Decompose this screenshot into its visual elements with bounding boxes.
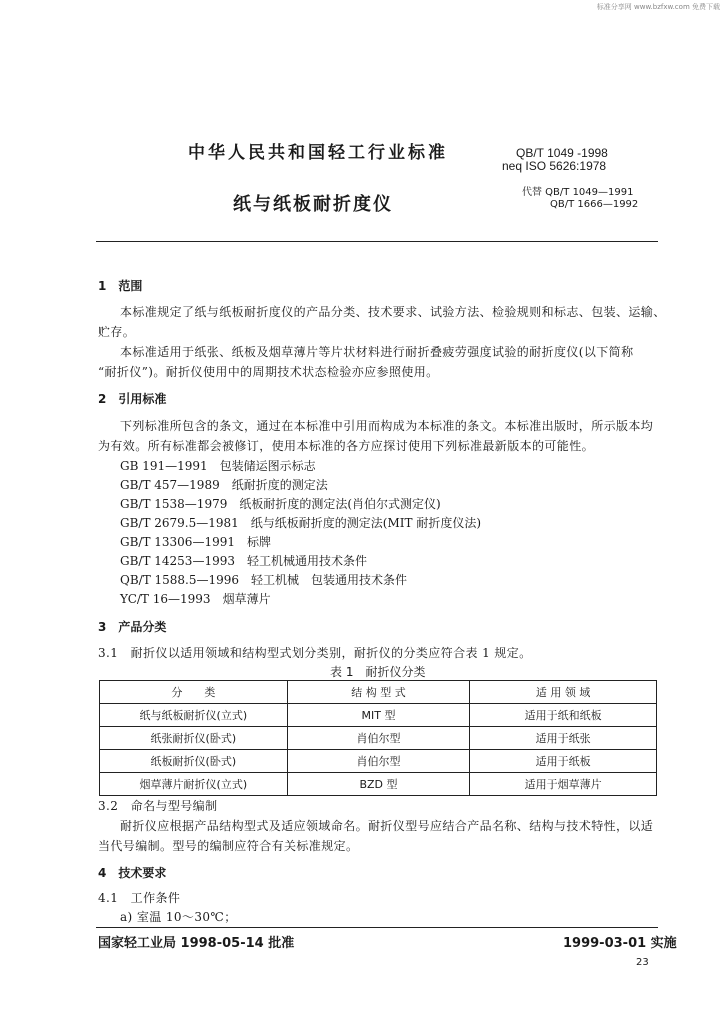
table-cell: MIT 型 <box>287 704 470 727</box>
section-1-para-1-line-2: 贮存。 <box>98 325 136 339</box>
reference-item: GB/T 457—1989 纸耐折度的测定法 <box>120 478 328 492</box>
section-4-1-item-a: a) 室温 10～30℃； <box>120 910 237 924</box>
table-row <box>100 704 657 727</box>
table-cell: 适用于烟草薄片 <box>470 773 657 796</box>
table-cell: 肖伯尔型 <box>287 750 470 773</box>
header-divider <box>96 241 658 242</box>
table-row <box>100 750 657 773</box>
section-4-title: 4 技术要求 <box>98 866 167 880</box>
table-cell: 纸张耐折仪(卧式) <box>100 727 288 750</box>
section-2-para-line-1: 下列标准所包含的条文，通过在本标准中引用而构成为本标准的条文。本标准出版时，所示版本均 <box>120 419 654 433</box>
iso-equivalence: neq ISO 5626:1978 <box>502 159 607 173</box>
section-3-2-title: 3.2 命名与型号编制 <box>98 799 218 813</box>
table-cell: 纸与纸板耐折仪(立式) <box>100 704 288 727</box>
reference-item: GB/T 14253—1993 轻工机械通用技术条件 <box>120 554 367 568</box>
table-caption: 表 1 耐折仪分类 <box>330 665 426 679</box>
standard-code: QB/T 1049 -1998 <box>516 146 608 160</box>
table-header-row <box>100 681 657 704</box>
table-header-cell: 结 构 型 式 <box>287 681 470 704</box>
reference-item: GB/T 1538—1979 纸板耐折度的测定法(肖伯尔式测定仪) <box>120 497 441 511</box>
replaces-line-2: QB/T 1666—1992 <box>550 199 639 210</box>
table-cell: 肖伯尔型 <box>287 727 470 750</box>
classification-table <box>99 680 657 796</box>
table-cell: 烟草薄片耐折仪(立式) <box>100 773 288 796</box>
effective-date: 1999-03-01 实施 <box>563 936 677 951</box>
table-cell: 适用于纸板 <box>470 750 657 773</box>
table-cell: 纸板耐折仪(卧式) <box>100 750 288 773</box>
standard-title: 纸与纸板耐折度仪 <box>233 194 393 215</box>
table-header-cell: 适 用 领 域 <box>470 681 657 704</box>
table-row <box>100 773 657 796</box>
table-cell: 适用于纸张 <box>470 727 657 750</box>
section-3-2-para-line-1: 耐折仪应根据产品结构型式及适应领域命名。耐折仪型号应结合产品名称、结构与技术特性，以适 <box>120 819 654 833</box>
watermark: 标准分享网 www.bzfxw.com 免费下载 <box>596 3 720 11</box>
organization-title: 中华人民共和国轻工行业标准 <box>188 143 448 163</box>
reference-item: QB/T 1588.5—1996 轻工机械 包装通用技术条件 <box>120 573 408 587</box>
table-cell: BZD 型 <box>287 773 470 796</box>
footer-divider <box>96 927 658 928</box>
reference-item: GB/T 2679.5—1981 纸与纸板耐折度的测定法(MIT 耐折度仪法) <box>120 516 482 530</box>
approval-date: 国家轻工业局 1998-05-14 批准 <box>98 936 295 951</box>
section-4-1-title: 4.1 工作条件 <box>98 891 181 905</box>
section-3-2-para-line-2: 当代号编制。型号的编制应符合有关标准规定。 <box>98 839 359 853</box>
table-cell: 适用于纸和纸板 <box>470 704 657 727</box>
table-row <box>100 727 657 750</box>
page-number: 23 <box>636 957 649 968</box>
section-2-title: 2 引用标准 <box>98 392 167 406</box>
reference-item: GB 191—1991 包装储运图示标志 <box>120 459 316 473</box>
section-3-title: 3 产品分类 <box>98 620 167 634</box>
section-3-1-text: 3.1 耐折仪以适用领域和结构型式划分类别，耐折仪的分类应符合表 1 规定。 <box>98 646 532 660</box>
table-header-cell: 分 类 <box>100 681 288 704</box>
section-1-title: 1 范围 <box>98 279 143 293</box>
section-2-para-line-2: 为有效。所有标准都会被修订，使用本标准的各方应探讨使用下列标准最新版本的可能性。 <box>98 439 595 453</box>
section-1-para-2-line-1: 本标准适用于纸张、纸板及烟草薄片等片状材料进行耐折叠疲劳强度试验的耐折度仪(以下简称 <box>120 345 634 359</box>
replaces-line-1: 代替 QB/T 1049—1991 <box>522 187 634 198</box>
reference-item: GB/T 13306—1991 标牌 <box>120 535 271 549</box>
reference-item: YC/T 16—1993 烟草薄片 <box>120 592 271 606</box>
section-1-para-1-line-1: 本标准规定了纸与纸板耐折度仪的产品分类、技术要求、试验方法、检验规则和标志、包装、运输、 <box>120 305 666 319</box>
section-1-para-2-line-2: “耐折仪”)。耐折仪使用中的周期技术状态检验亦应参照使用。 <box>98 365 439 379</box>
